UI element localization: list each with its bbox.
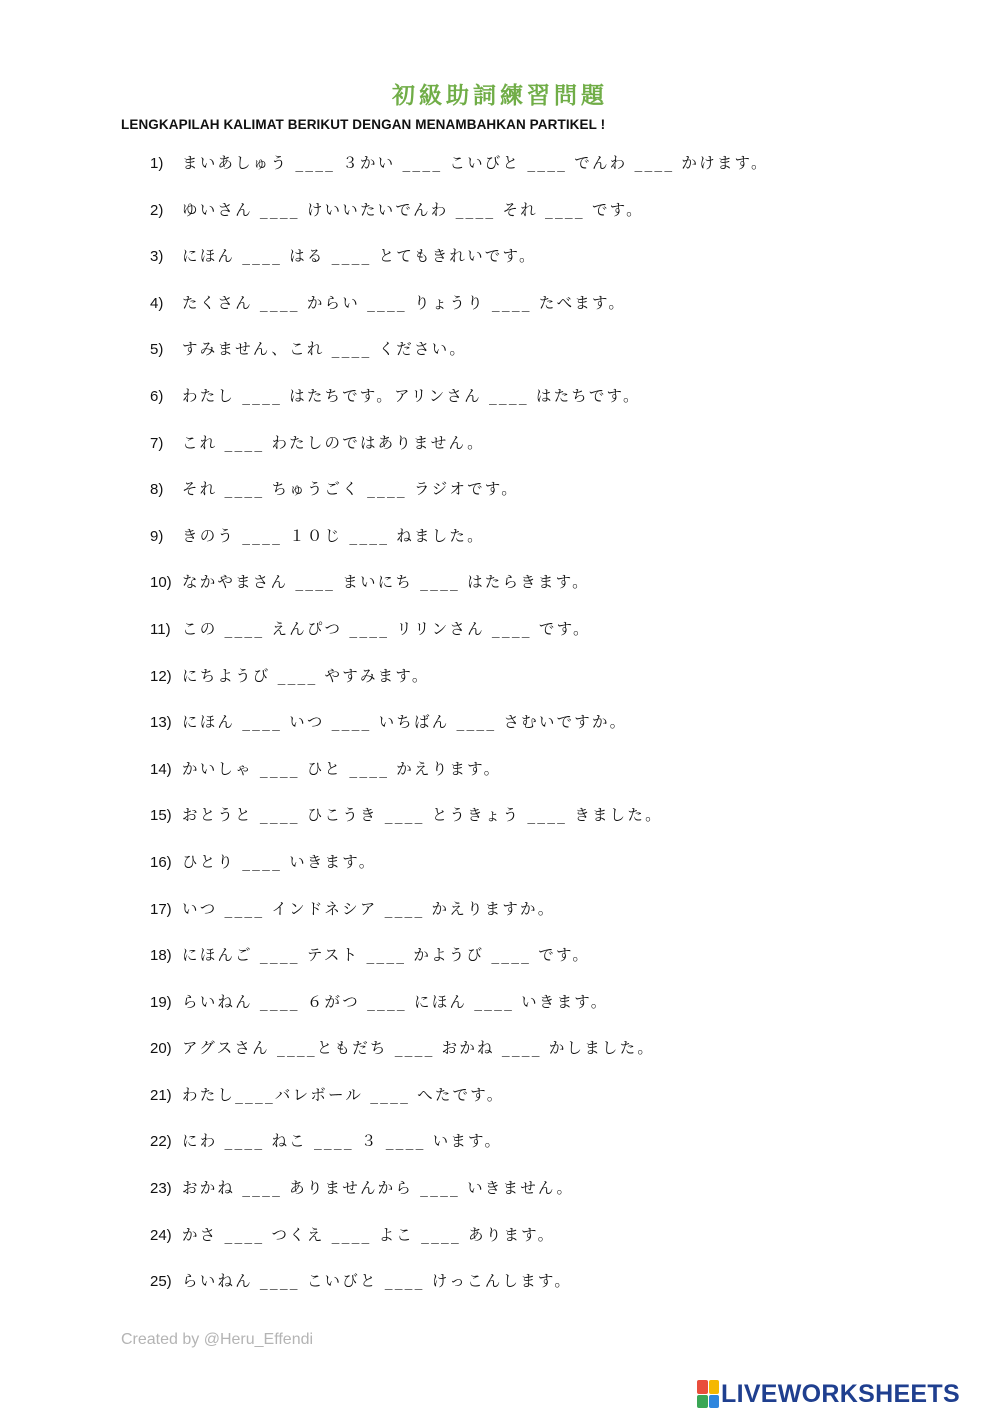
question-number: 19): [150, 993, 172, 1011]
question-row: [150, 431, 769, 478]
question-sentence: にほんご ____ テスト ____ かようび ____ です。: [182, 946, 591, 965]
question-sentence: たくさん ____ からい ____ りょうり ____ たべます。: [182, 293, 627, 312]
question-row: [150, 477, 769, 524]
question-number: 20): [150, 1040, 172, 1058]
question-number: 23): [150, 1180, 172, 1198]
question-number: 17): [150, 900, 172, 918]
question-sentence: アグスさん ____ともだち ____ おかね ____ かしました。: [182, 1039, 656, 1058]
question-sentence: すみません、これ ____ ください。: [182, 340, 468, 359]
question-row: [150, 244, 769, 291]
question-sentence: らいねん ____ こいびと ____ けっこんします。: [182, 1272, 573, 1291]
question-row: [150, 803, 769, 850]
question-sentence: この ____ えんぴつ ____ リリンさん ____ です。: [182, 619, 591, 638]
question-sentence: おとうと ____ ひこうき ____ とうきょう ____ きました。: [182, 806, 663, 825]
liveworksheets-badge-icon: [697, 1380, 719, 1408]
badge-cell: [709, 1380, 720, 1394]
question-list: [150, 151, 769, 1316]
question-row: [150, 384, 769, 431]
question-sentence: にわ ____ ねこ ____ ３ ____ います。: [182, 1132, 503, 1151]
question-number: 10): [150, 574, 172, 592]
creator-credit: Created by @Heru_Effendi: [121, 1331, 314, 1348]
question-row: [150, 1176, 769, 1223]
question-sentence: おかね ____ ありませんから ____ いきません。: [182, 1179, 575, 1198]
question-row: [150, 1223, 769, 1270]
question-number: 22): [150, 1133, 172, 1151]
question-number: 15): [150, 807, 172, 825]
question-sentence: わたし____バレボール ____ へたです。: [182, 1085, 505, 1104]
question-row: [150, 943, 769, 990]
question-number: 21): [150, 1086, 172, 1104]
badge-cell: [697, 1395, 708, 1409]
liveworksheets-wordmark: LIVEWORKSHEETS: [721, 1379, 960, 1408]
question-sentence: きのう ____ １０じ ____ ねました。: [182, 526, 485, 545]
question-number: 24): [150, 1226, 172, 1244]
instruction-text: LENGKAPILAH KALIMAT BERIKUT DENGAN MENAMBAHKAN PARTIKEL !: [121, 117, 606, 132]
question-number: 16): [150, 853, 172, 871]
question-sentence: かさ ____ つくえ ____ よこ ____ あります。: [182, 1225, 556, 1244]
question-sentence: にほん ____ はる ____ とてもきれいです。: [182, 247, 537, 266]
question-row: [150, 524, 769, 571]
question-number: 11): [150, 620, 171, 638]
question-row: [150, 757, 769, 804]
question-number: 14): [150, 760, 172, 778]
question-number: 12): [150, 667, 172, 685]
question-row: [150, 151, 769, 198]
question-sentence: これ ____ わたしのではありません。: [182, 433, 485, 452]
badge-cell: [709, 1395, 720, 1409]
question-row: [150, 897, 769, 944]
question-row: [150, 710, 769, 757]
question-row: [150, 570, 769, 617]
question-number: 4): [150, 294, 164, 312]
badge-cell: [697, 1380, 708, 1394]
question-sentence: らいねん ____ ６がつ ____ にほん ____ いきます。: [182, 992, 609, 1011]
question-row: [150, 198, 769, 245]
question-number: 8): [150, 481, 164, 499]
question-row: [150, 617, 769, 664]
question-sentence: にほん ____ いつ ____ いちばん ____ さむいですか。: [182, 713, 628, 732]
question-number: 2): [150, 201, 164, 219]
question-sentence: かいしゃ ____ ひと ____ かえります。: [182, 759, 502, 778]
question-number: 25): [150, 1273, 172, 1291]
question-sentence: いつ ____ インドネシア ____ かえりますか。: [182, 899, 556, 918]
question-row: [150, 1036, 769, 1083]
question-number: 18): [150, 947, 172, 965]
question-sentence: わたし ____ はたちです。アリンさん ____ はたちです。: [182, 386, 641, 405]
question-row: [150, 664, 769, 711]
worksheet-title: 初級助詞練習問題: [392, 82, 608, 110]
question-sentence: なかやまさん ____ まいにち ____ はたらきます。: [182, 573, 590, 592]
question-number: 1): [150, 155, 164, 172]
question-row: [150, 291, 769, 338]
liveworksheets-logo[interactable]: [697, 1378, 960, 1410]
question-number: 6): [150, 387, 164, 405]
question-number: 5): [150, 341, 164, 359]
question-sentence: にちようび ____ やすみます。: [182, 666, 430, 685]
question-number: 13): [150, 714, 172, 732]
question-number: 3): [150, 248, 164, 266]
question-sentence: それ ____ ちゅうごく ____ ラジオです。: [182, 480, 519, 499]
question-row: [150, 1083, 769, 1130]
question-row: [150, 850, 769, 897]
question-row: [150, 1269, 769, 1316]
question-number: 7): [150, 434, 164, 452]
question-sentence: まいあしゅう ____ ３かい ____ こいびと ____ でんわ ____ かけます。: [182, 154, 769, 172]
question-row: [150, 990, 769, 1037]
question-row: [150, 337, 769, 384]
question-sentence: ひとり ____ いきます。: [182, 852, 377, 871]
question-sentence: ゆいさん ____ けいいたいでんわ ____ それ ____ です。: [182, 200, 644, 219]
question-number: 9): [150, 527, 164, 545]
question-row: [150, 1129, 769, 1176]
